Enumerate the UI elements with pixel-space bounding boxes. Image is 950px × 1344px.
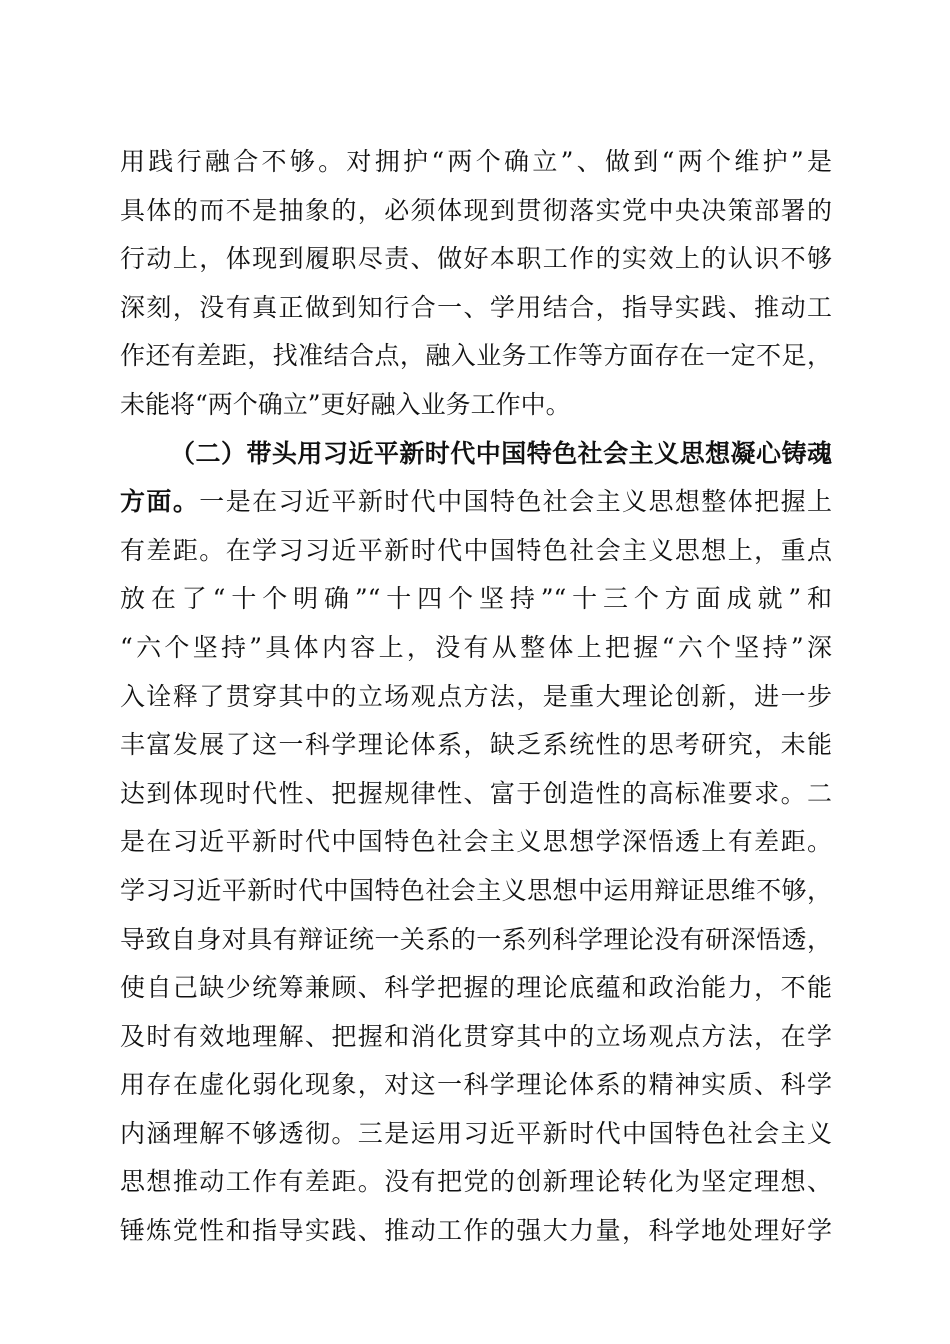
- text-segment: 丰富发展了这一科学理论体系，缺乏系统性的思考研究，未能: [120, 730, 832, 760]
- text-line: [120, 1110, 832, 1159]
- text-segment: 达到体现时代性、把握规律性、富于创造性的高标准要求。二: [120, 778, 832, 808]
- text-line: [120, 332, 832, 381]
- text-segment: 未能将“两个确立”更好融入业务工作中。: [120, 389, 571, 419]
- text-line: [120, 527, 832, 576]
- text-line: [120, 867, 832, 916]
- text-line: [120, 138, 832, 187]
- text-segment: 具体的而不是抽象的，必须体现到贯彻落实党中央决策部署的: [120, 195, 832, 225]
- text-line: [120, 575, 832, 624]
- section-heading-line: [120, 430, 832, 479]
- text-line: [120, 284, 832, 333]
- text-segment: 入诠释了贯穿其中的立场观点方法，是重大理论创新，进一步: [120, 681, 832, 711]
- text-segment: 有差距。在学习习近平新时代中国特色社会主义思想上，重点: [120, 535, 832, 565]
- text-segment: “六个坚持”具体内容上，没有从整体上把握“六个坚持”深: [120, 632, 832, 662]
- text-segment: 内涵理解不够透彻。三是运用习近平新时代中国特色社会主义: [120, 1118, 832, 1148]
- bold-text-segment: （二）带头用习近平新时代中国特色社会主义思想凝心铸魂: [170, 438, 832, 468]
- bold-text-segment: 方面。: [120, 487, 200, 517]
- text-segment: 是在习近平新时代中国特色社会主义思想学深悟透上有差距。: [120, 827, 832, 857]
- text-line: [120, 964, 832, 1013]
- text-line: [120, 916, 832, 965]
- text-line: [120, 624, 832, 673]
- text-segment: 作还有差距，找准结合点，融入业务工作等方面存在一定不足，: [120, 341, 832, 371]
- text-segment: 一是在习近平新时代中国特色社会主义思想整体把握上: [199, 487, 832, 517]
- text-line: [120, 478, 832, 527]
- text-line: [120, 235, 832, 284]
- text-segment: 用存在虚化弱化现象，对这一科学理论体系的精神实质、科学: [120, 1070, 832, 1100]
- text-line: [120, 673, 832, 722]
- text-segment: 导致自身对具有辩证统一关系的一系列科学理论没有研深悟透，: [120, 924, 832, 954]
- text-line: [120, 721, 832, 770]
- text-segment: 用践行融合不够。对拥护“两个确立”、做到“两个维护”是: [120, 147, 832, 176]
- text-line: [120, 187, 832, 236]
- body-text: [120, 138, 832, 1256]
- text-segment: 使自己缺少统筹兼顾、科学把握的理论底蕴和政治能力，不能: [120, 973, 832, 1003]
- text-segment: 思想推动工作有差距。没有把党的创新理论转化为坚定理想、: [120, 1167, 832, 1197]
- text-line: [120, 381, 832, 430]
- text-segment: 锤炼党性和指导实践、推动工作的强大力量，科学地处理好学: [120, 1216, 832, 1246]
- text-line: [120, 1158, 832, 1207]
- text-line: [120, 770, 832, 819]
- text-segment: 及时有效地理解、把握和消化贯穿其中的立场观点方法，在学: [120, 1021, 832, 1051]
- text-segment: 放在了“十个明确”“十四个坚持”“十三个方面成就”和: [120, 584, 832, 614]
- text-line: [120, 1013, 832, 1062]
- text-line: [120, 818, 832, 867]
- text-segment: 行动上，体现到履职尽责、做好本职工作的实效上的认识不够: [120, 244, 832, 274]
- text-segment: 深刻，没有真正做到知行合一、学用结合，指导实践、推动工: [120, 292, 832, 322]
- text-segment: 学习习近平新时代中国特色社会主义思想中运用辩证思维不够，: [120, 875, 832, 905]
- text-line: [120, 1207, 832, 1256]
- text-line: [120, 1061, 832, 1110]
